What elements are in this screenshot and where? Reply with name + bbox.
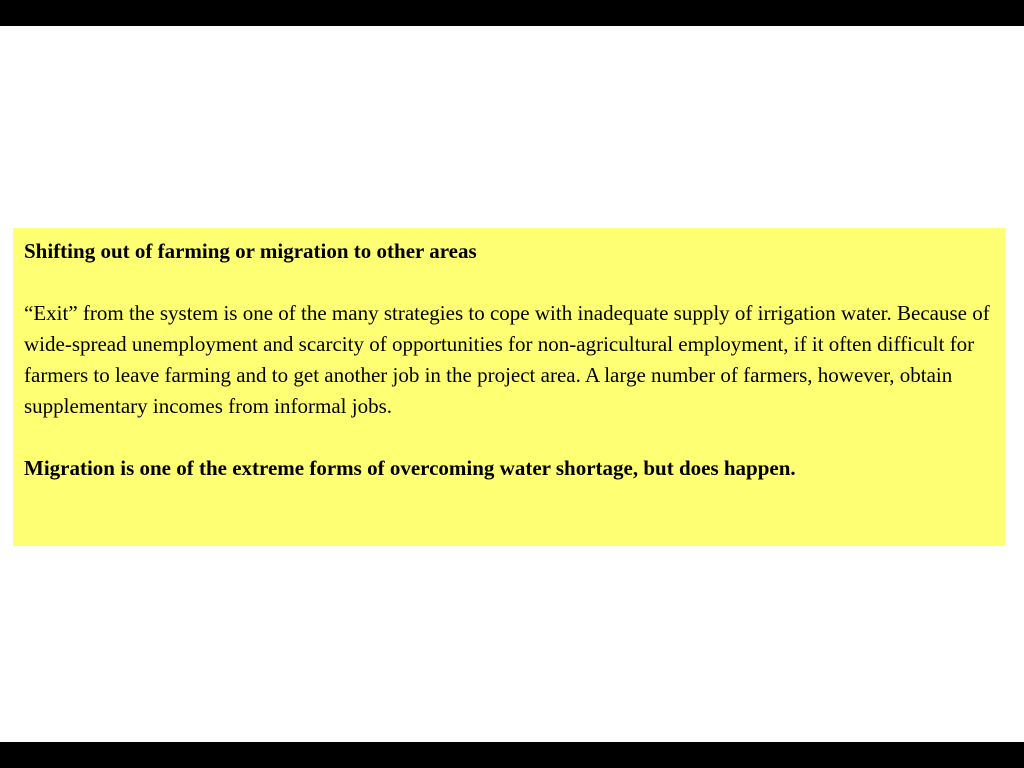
slide-heading: Shifting out of farming or migration to other areas bbox=[24, 239, 477, 263]
top-letterbox-bar bbox=[0, 0, 1024, 26]
body-paragraph: “Exit” from the system is one of the many strategies to cope with inadequate supply of irrigation water. Because of wide-spread unemployment and scarcity of opportunities for non-agricultural employment, if it often difficult for farmers to leave farming and to get another job in the project area. A large number of farmers, however, obtain supplementary incomes from informal jobs. bbox=[24, 301, 990, 418]
highlighted-text-box bbox=[13, 228, 1005, 546]
conclusion-statement: Migration is one of the extreme forms of overcoming water shortage, but does happen. bbox=[24, 456, 796, 480]
bottom-letterbox-bar bbox=[0, 742, 1024, 768]
slide bbox=[0, 26, 1024, 742]
